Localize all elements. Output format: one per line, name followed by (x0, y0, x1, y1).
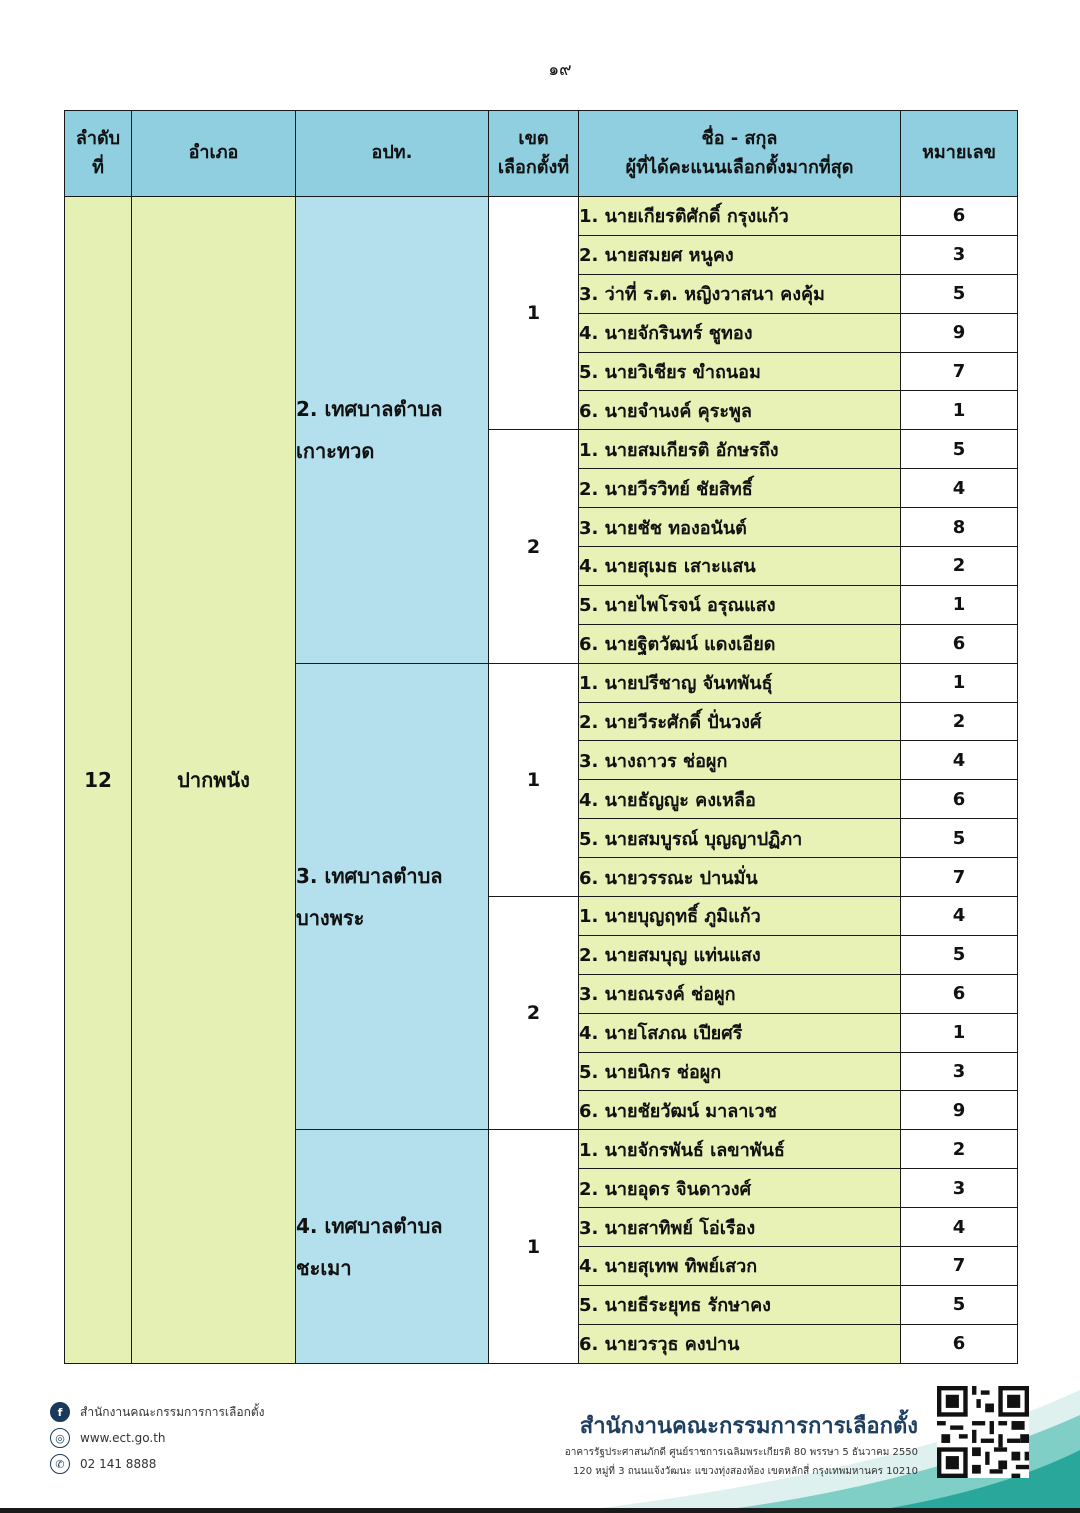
candidate-number: 5 (901, 935, 1018, 974)
candidate-name: 2. นายสมบุญ แท่นแสง (579, 935, 901, 974)
candidate-number: 2 (901, 702, 1018, 741)
candidate-number: 6 (901, 1324, 1018, 1363)
candidate-number: 1 (901, 391, 1018, 430)
candidate-number: 1 (901, 585, 1018, 624)
candidate-name: 1. นายจักรพันธ์ เลขาพันธ์ (579, 1130, 901, 1169)
candidate-name: 3. นายสาทิพย์ โอ่เรือง (579, 1208, 901, 1247)
candidate-number: 1 (901, 1013, 1018, 1052)
header-district: อำเภอ (132, 111, 296, 197)
candidate-name: 5. นายธีระยุทธ รักษาคง (579, 1285, 901, 1324)
header-name: ชื่อ - สกุล ผู้ที่ได้คะแนนเลือกตั้งมากที่สุด (579, 111, 901, 197)
candidate-number: 6 (901, 624, 1018, 663)
org-cell (296, 197, 489, 664)
zone-cell: 2 (489, 430, 579, 663)
phone-contact[interactable]: ✆ 02 141 8888 (50, 1454, 156, 1474)
candidate-name: 1. นายปรีชาญ จันทพันธุ์ (579, 663, 901, 702)
org-address-line1: อาคารรัฐประศาสนภักดี ศูนย์ราชการเฉลิมพระเกียรติ 80 พรรษา 5 ธันวาคม 2550 (564, 1447, 918, 1458)
header-zone: เขต เลือกตั้งที่ (489, 111, 579, 197)
org-name-line2: บางพระ (296, 905, 365, 930)
candidate-name: 1. นายเกียรติศักดิ์ กรุงแก้ว (579, 197, 901, 236)
org-name-line1: 2. เทศบาลตำบล (296, 396, 443, 421)
candidate-name: 4. นายโสภณ เปียศรี (579, 1013, 901, 1052)
candidate-name: 6. นายวรวุธ คงปาน (579, 1324, 901, 1363)
candidate-name: 2. นายวีรวิทย์ ชัยสิทธิ์ (579, 469, 901, 508)
table-header (65, 111, 1018, 197)
candidate-number: 5 (901, 274, 1018, 313)
candidate-number: 8 (901, 508, 1018, 547)
org-info (565, 1408, 918, 1481)
candidate-name: 2. นายวีระศักดิ์ ปั่นวงศ์ (579, 702, 901, 741)
zone-cell: 2 (489, 897, 579, 1130)
facebook-contact[interactable]: f สำนักงานคณะกรรมการการเลือกตั้ง (50, 1402, 264, 1422)
header-org: อปท. (296, 111, 489, 197)
candidate-number: 2 (901, 547, 1018, 586)
candidate-name: 6. นายจำนงค์ คุระพูล (579, 391, 901, 430)
phone-icon: ✆ (50, 1454, 70, 1474)
election-results-table (64, 110, 1018, 1364)
candidate-name: 2. นายอุดร จินดาวงศ์ (579, 1169, 901, 1208)
org-cell (296, 663, 489, 1130)
candidate-number: 5 (901, 430, 1018, 469)
candidate-number: 4 (901, 1208, 1018, 1247)
candidate-number: 3 (901, 1169, 1018, 1208)
candidate-name: 4. นายจักรินทร์ ชูทอง (579, 313, 901, 352)
candidate-name: 1. นายสมเกียรติ อักษรถึง (579, 430, 901, 469)
candidate-number: 4 (901, 897, 1018, 936)
table-body (65, 197, 1018, 1364)
candidate-name: 5. นายไพโรจน์ อรุณแสง (579, 585, 901, 624)
website-contact[interactable]: ◎ www.ect.go.th (50, 1428, 166, 1448)
facebook-icon: f (50, 1402, 70, 1422)
candidate-number: 7 (901, 352, 1018, 391)
candidate-name: 3. นายณรงค์ ช่อผูก (579, 974, 901, 1013)
org-name: สำนักงานคณะกรรมการการเลือกตั้ง (579, 1414, 918, 1439)
candidate-name: 6. นายฐิตวัฒน์ แดงเอียด (579, 624, 901, 663)
candidate-number: 9 (901, 1091, 1018, 1130)
org-name-line2: เกาะทวด (296, 438, 375, 463)
candidate-name: 1. นายบุญฤทธิ์ ภูมิแก้ว (579, 897, 901, 936)
candidate-number: 1 (901, 663, 1018, 702)
org-name-line1: 3. เทศบาลตำบล (296, 863, 443, 888)
org-cell (296, 1130, 489, 1363)
candidate-name: 6. นายวรรณะ ปานมั่น (579, 858, 901, 897)
zone-cell: 1 (489, 1130, 579, 1363)
candidate-name: 4. นายธัญญูะ คงเหลือ (579, 780, 901, 819)
candidate-number: 4 (901, 469, 1018, 508)
candidate-name: 3. นางถาวร ช่อผูก (579, 741, 901, 780)
candidate-name: 4. นายสุเทพ ทิพย์เสวก (579, 1247, 901, 1286)
zone-cell: 1 (489, 663, 579, 896)
candidate-number: 3 (901, 235, 1018, 274)
header-seq: ลำดับ ที่ (65, 111, 132, 197)
header-number: หมายเลข (901, 111, 1018, 197)
candidate-number: 6 (901, 974, 1018, 1013)
candidate-number: 3 (901, 1052, 1018, 1091)
candidate-number: 6 (901, 780, 1018, 819)
page-number: ๑๙ (548, 60, 572, 80)
candidate-name: 5. นายสมบูรณ์ บุญญาปฏิภา (579, 819, 901, 858)
org-address-line2: 120 หมู่ที่ 3 ถนนแจ้งวัฒนะ แขวงทุ่งสองห้อง เขตหลักสี่ กรุงเทพมหานคร 10210 (572, 1466, 918, 1477)
candidate-number: 5 (901, 819, 1018, 858)
candidate-number: 2 (901, 1130, 1018, 1169)
candidate-number: 7 (901, 1247, 1018, 1286)
footer (0, 1380, 1080, 1513)
org-name-line2: ชะเมา (296, 1255, 352, 1280)
candidate-number: 9 (901, 313, 1018, 352)
candidate-name: 2. นายสมยศ หนูคง (579, 235, 901, 274)
candidate-name: 3. นายชัช ทองอนันต์ (579, 508, 901, 547)
seq-cell: 12 (65, 197, 132, 1364)
candidate-name: 5. นายวิเชียร ขำถนอม (579, 352, 901, 391)
candidate-name: 5. นายนิกร ช่อผูก (579, 1052, 901, 1091)
candidate-number: 7 (901, 858, 1018, 897)
qr-code[interactable] (937, 1386, 1029, 1478)
candidate-name: 4. นายสุเมธ เสาะแสน (579, 547, 901, 586)
candidate-number: 5 (901, 1285, 1018, 1324)
district-cell: ปากพนัง (132, 197, 296, 1364)
candidate-name: 3. ว่าที่ ร.ต. หญิงวาสนา คงคุ้ม (579, 274, 901, 313)
zone-cell: 1 (489, 197, 579, 430)
bottom-rule (0, 1508, 1080, 1513)
candidate-name: 6. นายชัยวัฒน์ มาลาเวช (579, 1091, 901, 1130)
globe-icon: ◎ (50, 1428, 70, 1448)
candidate-number: 4 (901, 741, 1018, 780)
org-name-line1: 4. เทศบาลตำบล (296, 1213, 443, 1238)
table-row (65, 197, 1018, 236)
candidate-number: 6 (901, 197, 1018, 236)
